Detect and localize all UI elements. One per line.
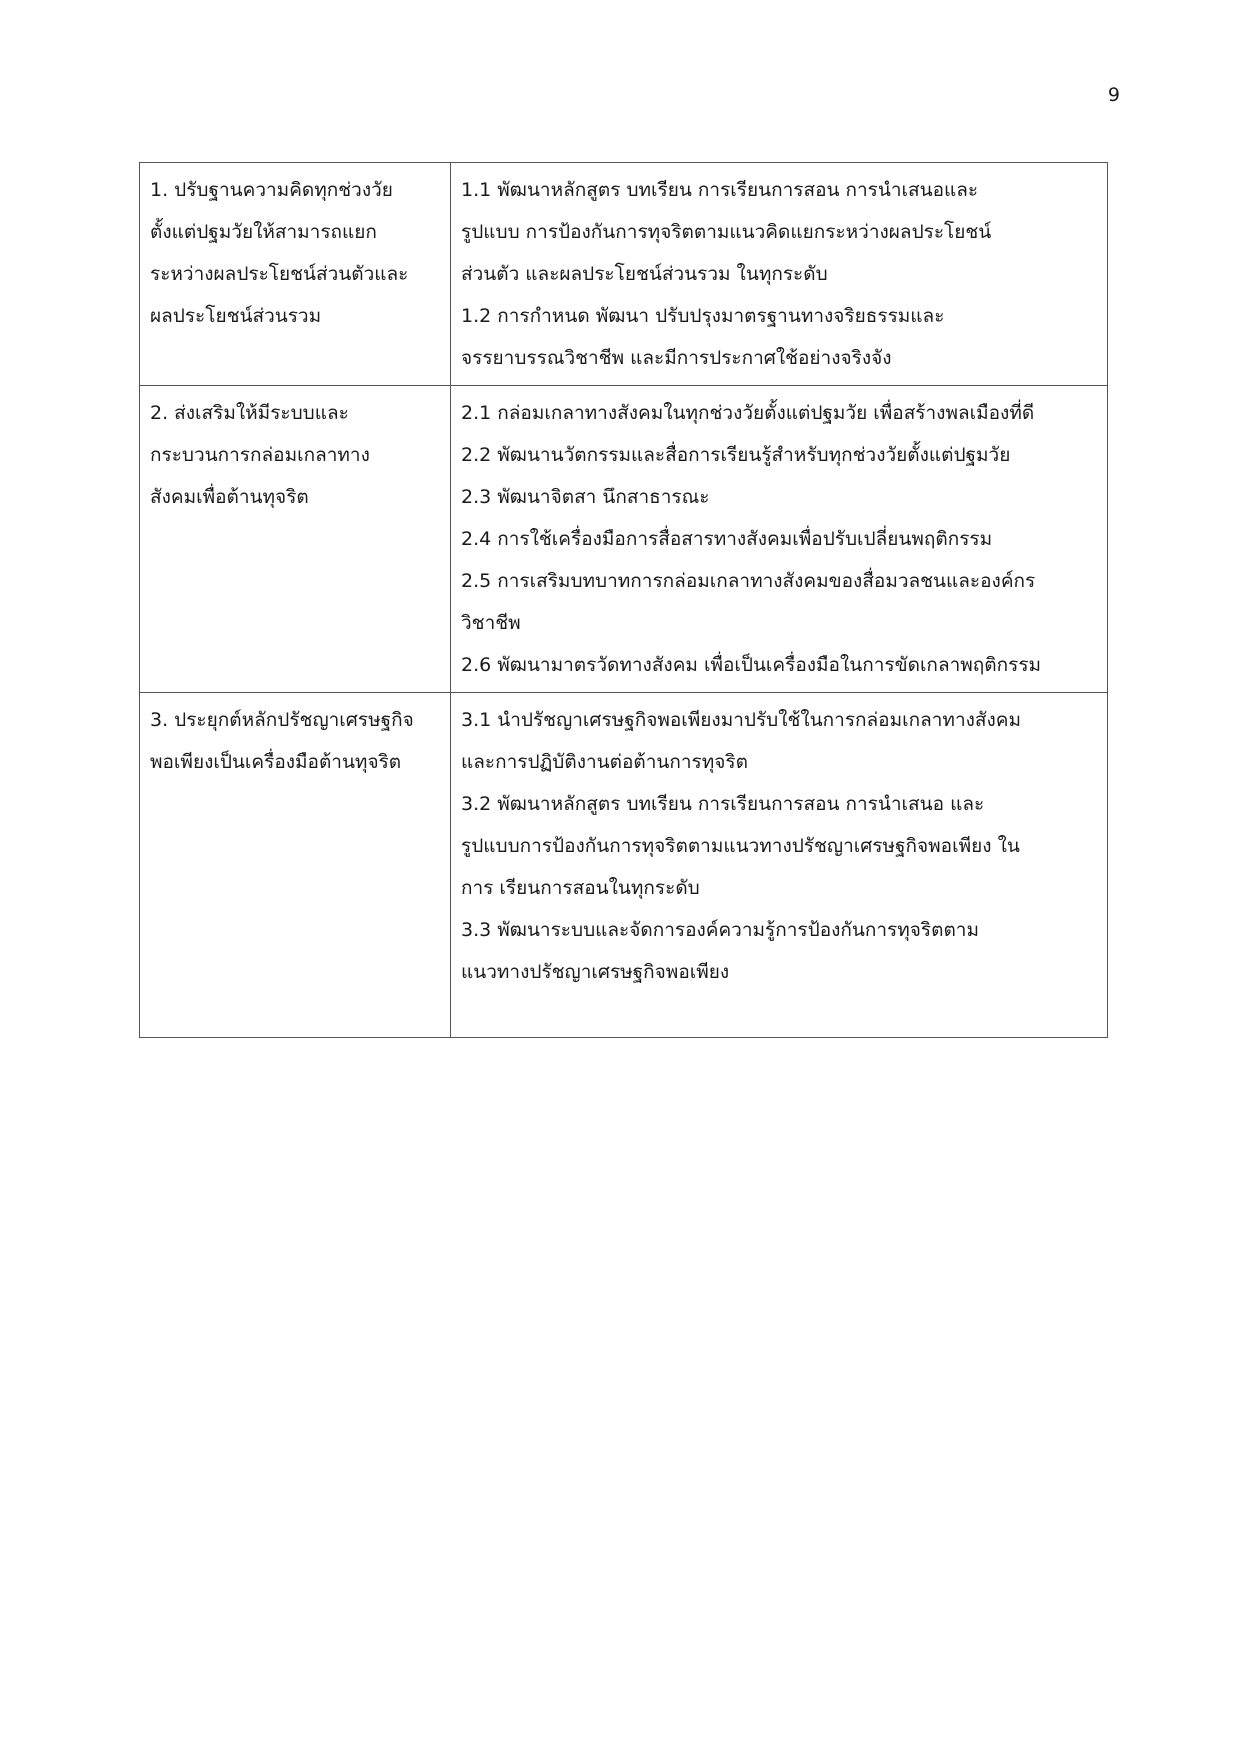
measure-line: 2.1 กล่อมเกลาทางสังคมในทุกช่วงวัยตั้งแต่ปฐมวัย เพื่อสร้างพลเมืองที่ดี bbox=[461, 402, 1035, 424]
strategy-line: กระบวนการกล่อมเกลาทาง bbox=[150, 444, 370, 466]
measure-line: 2.6 พัฒนามาตรวัดทางสังคม เพื่อเป็นเครื่องมือในการขัดเกลาพฤติกรรม bbox=[461, 654, 1042, 676]
measures-cell bbox=[451, 163, 1108, 386]
measure-line: 3.1 นำปรัชญาเศรษฐกิจพอเพียงมาปรับใช้ในการกล่อมเกลาทางสังคม bbox=[461, 709, 1022, 731]
measure-line: รูปแบบการป้องกันการทุจริตตามแนวทางปรัชญาเศรษฐกิจพอเพียง ใน bbox=[461, 835, 1020, 857]
measures-cell bbox=[451, 693, 1108, 1038]
measure-line: 3.3 พัฒนาระบบและจัดการองค์ความรู้การป้องกันการทุจริตตาม bbox=[461, 919, 979, 941]
measure-line: 2.4 การใช้เครื่องมือการสื่อสารทางสังคมเพื่อปรับเปลี่ยนพฤติกรรม bbox=[461, 528, 993, 550]
measure-line: แนวทางปรัชญาเศรษฐกิจพอเพียง bbox=[461, 961, 730, 983]
measure-line: 2.3 พัฒนาจิตสา นึกสาธารณะ bbox=[461, 486, 710, 508]
strategy-line: พอเพียงเป็นเครื่องมือต้านทุจริต bbox=[150, 751, 402, 773]
strategy-line: สังคมเพื่อต้านทุจริต bbox=[150, 486, 309, 508]
strategy-line: 2. ส่งเสริมให้มีระบบและ bbox=[150, 402, 349, 424]
measure-line: 1.1 พัฒนาหลักสูตร บทเรียน การเรียนการสอน การนำเสนอและ bbox=[461, 179, 979, 201]
strategy-cell bbox=[140, 693, 451, 1038]
table-row bbox=[140, 386, 1108, 693]
measure-line: การ เรียนการสอนในทุกระดับ bbox=[461, 877, 700, 899]
measure-line: รูปแบบ การป้องกันการทุจริตตามแนวคิดแยกระหว่างผลประโยชน์ bbox=[461, 221, 992, 243]
strategy-table bbox=[139, 162, 1108, 1038]
strategy-line: ตั้งแต่ปฐมวัยให้สามารถแยก bbox=[150, 221, 377, 243]
measure-line: จรรยาบรรณวิชาชีพ และมีการประกาศใช้อย่างจริงจัง bbox=[461, 347, 892, 369]
strategy-line: ระหว่างผลประโยชน์ส่วนตัวและ bbox=[150, 263, 409, 285]
strategy-cell bbox=[140, 386, 451, 693]
measure-line: 2.2 พัฒนานวัตกรรมและสื่อการเรียนรู้สำหรับทุกช่วงวัยตั้งแต่ปฐมวัย bbox=[461, 444, 1011, 466]
measure-line: และการปฏิบัติงานต่อต้านการทุจริต bbox=[461, 751, 748, 773]
measure-line: ส่วนตัว และผลประโยชน์ส่วนรวม ในทุกระดับ bbox=[461, 263, 828, 285]
measure-line: 2.5 การเสริมบทบาทการกล่อมเกลาทางสังคมของสื่อมวลชนและองค์กร bbox=[461, 570, 1036, 592]
measure-line: 1.2 การกำหนด พัฒนา ปรับปรุงมาตรฐานทางจริยธรรมและ bbox=[461, 305, 945, 327]
strategy-line: 1. ปรับฐานความคิดทุกช่วงวัย bbox=[150, 179, 393, 201]
measures-cell bbox=[451, 386, 1108, 693]
strategy-line: ผลประโยชน์ส่วนรวม bbox=[150, 305, 322, 327]
page-number: 9 bbox=[1107, 84, 1120, 106]
measure-line: 3.2 พัฒนาหลักสูตร บทเรียน การเรียนการสอน การนำเสนอ และ bbox=[461, 793, 985, 815]
table-row bbox=[140, 163, 1108, 386]
table-row bbox=[140, 693, 1108, 1038]
strategy-line: 3. ประยุกต์หลักปรัชญาเศรษฐกิจ bbox=[150, 709, 414, 731]
strategy-cell bbox=[140, 163, 451, 386]
measure-line: วิชาชีพ bbox=[461, 612, 521, 634]
